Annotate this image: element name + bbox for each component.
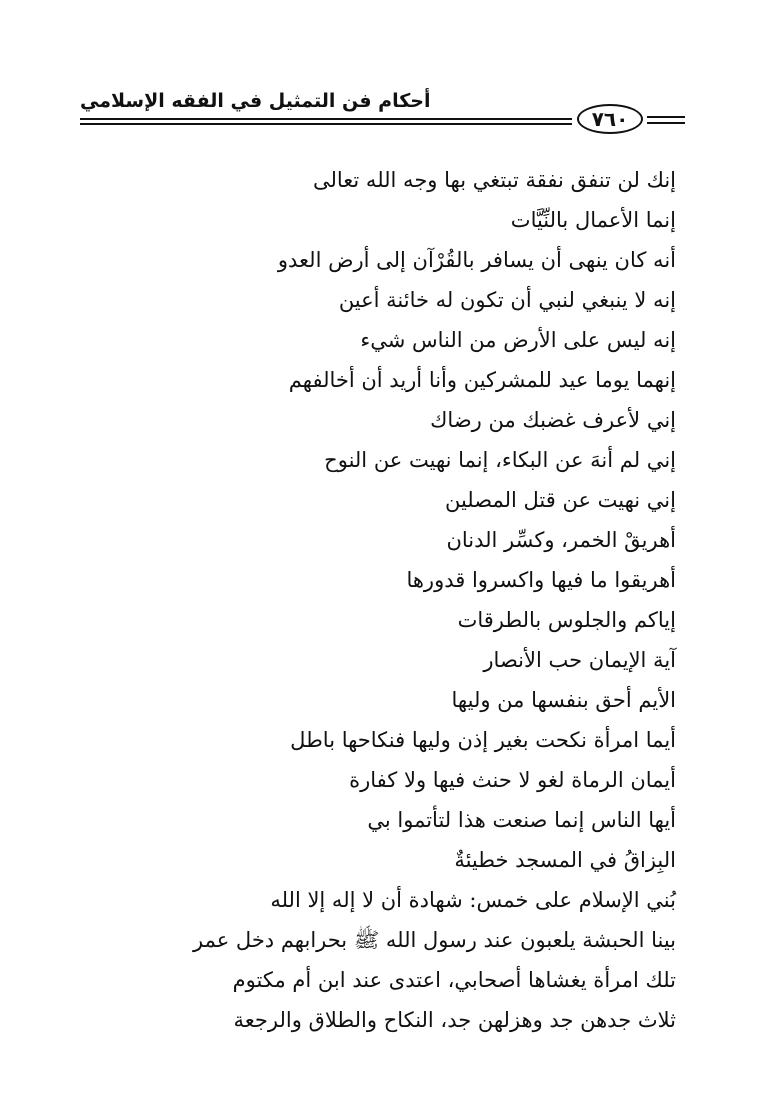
list-item: بينا الحبشة يلعبون عند رسول الله ﷺ بحرابهم دخل عمر [192,928,676,952]
list-item: إنما الأعمال بالنِّيَّات [510,208,676,232]
hadith-index-list [192,160,676,1040]
list-item: إنه لا ينبغي لنبي أن تكون له خائنة أعين [338,288,676,312]
list-item: إنك لن تنفق نفقة تبتغي بها وجه الله تعالى [312,168,676,192]
list-item: ثلاث جدهن جد وهزلهن جد، النكاح والطلاق والرجعة [233,1008,676,1032]
list-item: الأيم أحق بنفسها من وليها [451,688,676,712]
list-item: إني لم أنهَ عن البكاء، إنما نهيت عن النوح [324,448,676,472]
page-header [80,82,670,132]
list-item: آية الإيمان حب الأنصار [483,648,676,672]
header-tail-rule [647,116,685,118]
running-title: أحكام فن التمثيل في الفقه الإسلامي [80,90,431,112]
list-item: أهريقوا ما فيها واكسروا قدورها [406,568,676,592]
list-item: إياكم والجلوس بالطرقات [457,608,676,632]
list-item: إني نهيت عن قتل المصلين [444,488,676,512]
header-rule [80,123,572,125]
list-item: أيمان الرماة لغو لا حنث فيها ولا كفارة [349,768,676,792]
list-item: بُني الإسلام على خمس: شهادة أن لا إله إلا الله [270,888,676,912]
header-rule [80,118,572,120]
list-item: إني لأعرف غضبك من رضاك [430,408,676,432]
page-number: ٧٦٠ [577,104,643,134]
list-item: البِزاقُ في المسجد خطيئةٌ [454,848,676,872]
list-item: أهريقْ الخمر، وكسِّر الدنان [446,528,676,552]
list-item: أنه كان ينهى أن يسافر بالقُرْآن إلى أرض العدو [277,248,676,272]
list-item: أيها الناس إنما صنعت هذا لتأتموا بي [367,808,676,832]
header-tail-rule [647,122,685,124]
list-item: إنه ليس على الأرض من الناس شيء [360,328,676,352]
list-item: أيما امرأة نكحت بغير إذن وليها فنكاحها باطل [290,728,676,752]
list-item: إنهما يوما عيد للمشركين وأنا أريد أن أخالفهم [288,368,676,392]
list-item: تلك امرأة يغشاها أصحابي، اعتدى عند ابن أم مكتوم [232,968,676,992]
